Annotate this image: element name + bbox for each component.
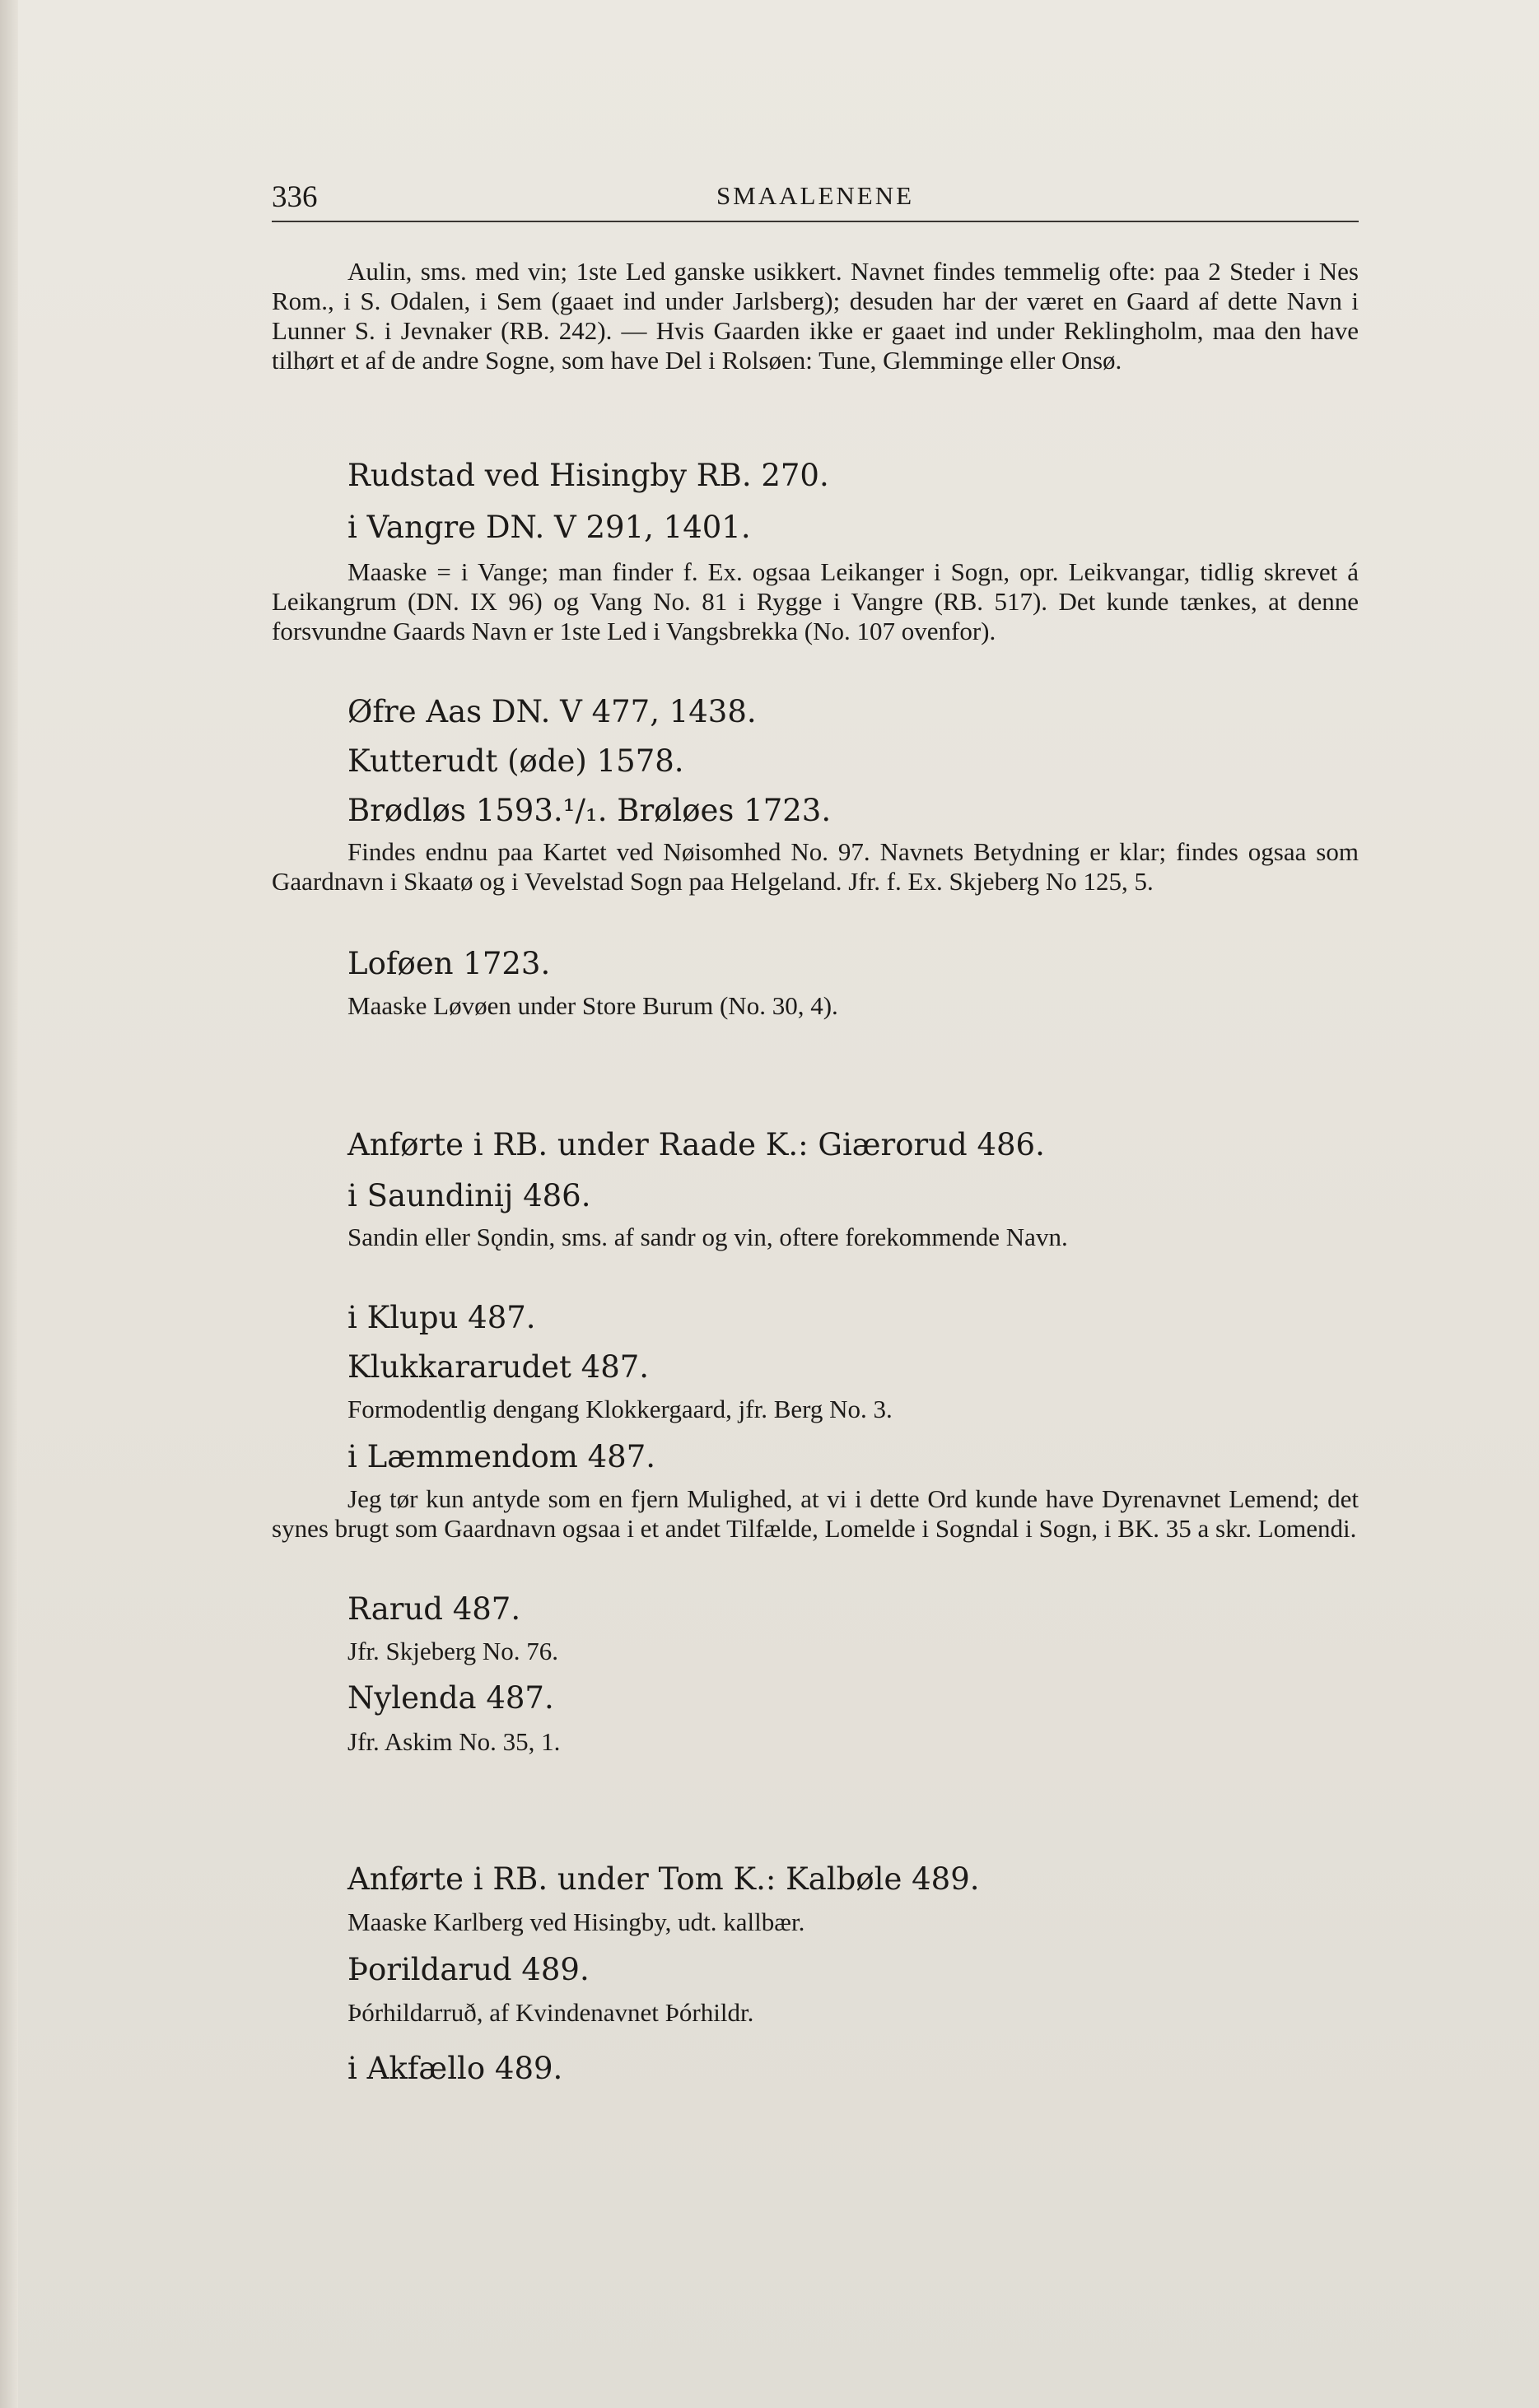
paragraph-noisomhed: Findes endnu paa Kartet ved Nøisomhed No. 97. Navnets Betydning er klar; findes ogsaa som Gaardnavn i Skaatø og i Vevelstad Sogn paa Helgeland. Jfr. f. Ex. Skjeberg No 125, 5. <box>272 837 1359 896</box>
entry-rarud: Rarud 487. <box>347 1591 521 1627</box>
entry-lofoen: Loføen 1723. <box>347 946 551 981</box>
page-header <box>272 176 1359 222</box>
paragraph-aulin: Aulin, sms. med vin; 1ste Led ganske usikkert. Navnet findes temmelig ofte: paa 2 Steder i Nes Rom., i S. Odalen, i Sem (gaaet ind under Jarlsberg); desuden har der været en Gaard af dette Navn i Lunner S. i Jevnaker (RB. 242). — Hvis Gaarden ikke er gaaet ind under Reklingholm, maa den have tilhørt et af de andre Sogne, som have Del i Rolsøen: Tune, Glemminge eller Onsø. <box>272 257 1359 375</box>
note-klokkergaard: Formodentlig dengang Klokkergaard, jfr. Berg No. 3. <box>347 1395 893 1423</box>
entry-brodlos: Brødløs 1593.¹/₁. Brøløes 1723. <box>347 793 832 828</box>
note-lovoen: Maaske Løvøen under Store Burum (No. 30, 4). <box>347 991 838 1020</box>
running-head: SMAALENENE <box>716 181 915 210</box>
paragraph-sandin: Sandin eller Sǫndin, sms. af sandr og vin, oftere forekommende Navn. <box>347 1223 1068 1251</box>
paragraph-lemend: Jeg tør kun antyde som en fjern Mulighed, at vi i dette Ord kunde have Dyrenavnet Lemend; det synes brugt som Gaardnavn ogsaa i et andet Tilfælde, Lomelde i Sogndal i Sogn, i BK. 35 a skr. Lomendi. <box>272 1484 1359 1543</box>
entry-akfaello: i Akfællo 489. <box>347 2051 563 2086</box>
entry-klupu: i Klupu 487. <box>347 1300 536 1335</box>
entry-laemmendom: i Læmmendom 487. <box>347 1439 656 1474</box>
entry-nylenda: Nylenda 487. <box>347 1680 554 1716</box>
page-edge-shadow <box>0 0 18 2408</box>
entry-thorildarud: Þorildarud 489. <box>347 1952 590 1987</box>
entry-raade-giaerorud: Anførte i RB. under Raade K.: Giærorud 486. <box>347 1127 1045 1162</box>
entry-tom-kalbole: Anførte i RB. under Tom K.: Kalbøle 489. <box>347 1861 980 1897</box>
entry-ofre-aas: Øfre Aas DN. V 477, 1438. <box>347 694 757 729</box>
page-number: 336 <box>272 180 318 214</box>
note-thorhildarrud: Þórhildarruð, af Kvindenavnet Þórhildr. <box>347 1998 754 2027</box>
entry-klukkararudet: Klukkararudet 487. <box>347 1349 650 1385</box>
entry-saundinij: i Saundinij 486. <box>347 1178 591 1213</box>
entry-rudstad: Rudstad ved Hisingby RB. 270. <box>347 458 829 493</box>
note-karlberg: Maaske Karlberg ved Hisingby, udt. kallbær. <box>347 1907 805 1936</box>
entry-vangre: i Vangre DN. V 291, 1401. <box>347 510 751 545</box>
entry-kutterudt: Kutterudt (øde) 1578. <box>347 743 684 779</box>
paragraph-vange: Maaske = i Vange; man finder f. Ex. ogsaa Leikanger i Sogn, opr. Leikvangar, tidlig skrevet á Leikangrum (DN. IX 96) og Vang No. 81 i Rygge i Vangre (RB. 517). Det kunde tænkes, at denne forsvundne Gaards Navn er 1ste Led i Vangsbrekka (No. 107 ovenfor). <box>272 557 1359 645</box>
note-askim-35: Jfr. Askim No. 35, 1. <box>347 1727 561 1756</box>
note-skjeberg-76: Jfr. Skjeberg No. 76. <box>347 1637 559 1665</box>
